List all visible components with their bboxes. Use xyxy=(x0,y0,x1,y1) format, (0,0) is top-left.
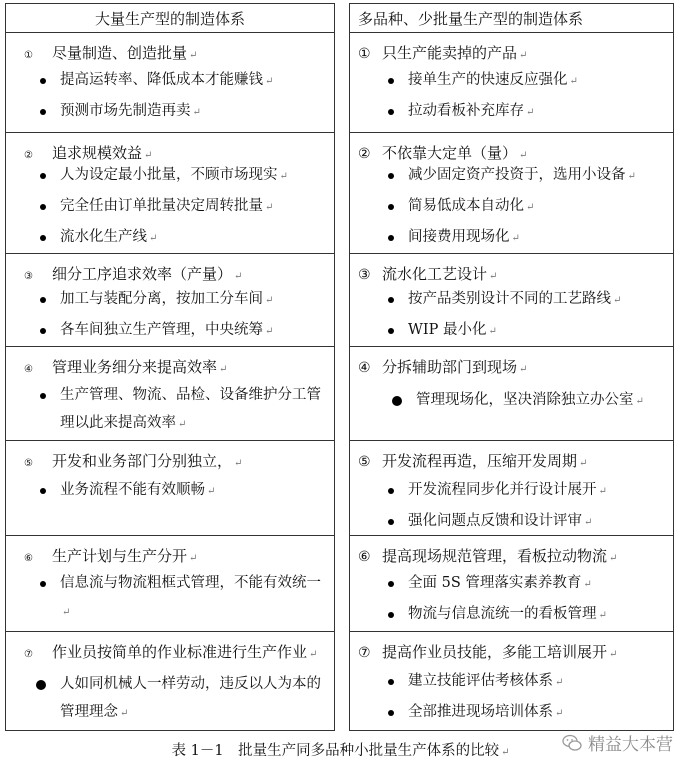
right-header: 多品种、少批量生产型的制造体系 xyxy=(349,3,674,33)
bullet-item: 全部推进现场培训体系 ↵ xyxy=(408,698,667,728)
left-section-1: ① 尽量制造、创造批量 ↵ 提高运转率、降低成本才能赚钱 ↵ 预测市场先制造再卖 ↵ xyxy=(5,32,335,133)
bullet-icon xyxy=(40,581,46,587)
section-title: 提高作业员技能，多能工培训展开 xyxy=(382,643,608,661)
bullet-icon xyxy=(388,204,394,210)
bullet-item: 人为设定最小批量，不顾市场现实 ↵ xyxy=(60,161,328,191)
left-section-5: ⑤ 开发和业务部门分别独立， ↵ 业务流程不能有效顺畅 ↵ xyxy=(5,440,335,536)
bullet-item: 人如同机械人一样劳动，违反以人为本的管理理念 ↵ xyxy=(60,670,328,728)
section-number: ⑤ xyxy=(358,454,371,470)
bullet-item: 信息流与物流粗框式管理，不能有效统一↵ xyxy=(60,569,328,627)
bullet-item: 建立技能评估考核体系 ↵ xyxy=(408,667,667,697)
left-section-2: ② 追求规模效益 ↵ 人为设定最小批量，不顾市场现实 ↵ 完全任由订单批量决定周转批量 ↵ 流水化生产线 ↵ xyxy=(5,132,335,254)
right-section-7: ⑦ 提高作业员技能，多能工培训展开 ↵ 建立技能评估考核体系 ↵ 全部推进现场培训体系 ↵ xyxy=(349,631,674,731)
section-number: ④ xyxy=(358,360,371,376)
bullet-item: 强化问题点反馈和设计评审 ↵ xyxy=(408,507,667,537)
bullet-icon xyxy=(36,680,46,690)
bullet-icon xyxy=(40,328,46,334)
section-number: ④ xyxy=(24,364,33,375)
section-title: 细分工序追求效率（产量） xyxy=(52,265,233,283)
bullet-icon xyxy=(40,297,46,303)
right-section-4: ④ 分拆辅助部门到现场 ↵ 管理现场化，坚决消除独立办公室 ↵ xyxy=(349,346,674,441)
right-section-1: ① 只生产能卖掉的产品 ↵ 接单生产的快速反应强化 ↵ 拉动看板补充库存 ↵ xyxy=(349,32,674,133)
bullet-icon xyxy=(388,710,394,716)
bullet-item: 简易低成本自动化 ↵ xyxy=(408,192,667,222)
section-title: 开发和业务部门分别独立， xyxy=(52,452,233,470)
section-number: ① xyxy=(24,50,33,61)
bullet-item: 流水化生产线 ↵ xyxy=(60,223,328,253)
bullet-item: 管理现场化，坚决消除独立办公室 ↵ xyxy=(416,386,667,416)
bullet-icon xyxy=(388,297,394,303)
bullet-icon xyxy=(388,78,394,84)
section-title: 分拆辅助部门到现场 xyxy=(382,358,518,376)
bullet-item: 完全任由订单批量决定周转批量 ↵ xyxy=(60,192,328,222)
bullet-item: 接单生产的快速反应强化 ↵ xyxy=(408,66,667,96)
bullet-icon xyxy=(40,235,46,241)
left-section-6: ⑥ 生产计划与生产分开 ↵ 信息流与物流粗框式管理，不能有效统一↵ xyxy=(5,535,335,632)
bullet-icon xyxy=(40,204,46,210)
bullet-icon xyxy=(40,488,46,494)
section-title: 作业员按简单的作业标准进行生产作业 xyxy=(52,643,308,661)
section-number: ③ xyxy=(24,271,33,282)
right-section-2: ② 不依靠大定单（量） ↵ 减少固定资产投资于，选用小设备 ↵ 简易低成本自动化 ↵ 间接费用现场化 ↵ xyxy=(349,132,674,254)
right-section-6: ⑥ 提高现场规范管理，看板拉动物流 ↵ 全面 5S 管理落实素养教育 ↵ 物流与信息流统一的看板管理 ↵ xyxy=(349,535,674,632)
wechat-logo-icon xyxy=(562,733,582,753)
bullet-icon xyxy=(388,173,394,179)
section-title: 流水化工艺设计 xyxy=(382,265,488,283)
right-section-5: ⑤ 开发流程再造，压缩开发周期 ↵ 开发流程同步化并行设计展开 ↵ 强化问题点反馈和设计评审 ↵ xyxy=(349,440,674,536)
bullet-icon xyxy=(392,396,402,406)
bullet-icon xyxy=(388,488,394,494)
bullet-item: 业务流程不能有效顺畅 ↵ xyxy=(60,476,328,506)
section-title: 生产计划与生产分开 xyxy=(52,547,188,565)
section-title: 只生产能卖掉的产品 xyxy=(382,44,518,62)
bullet-icon xyxy=(388,679,394,685)
section-number: ⑦ xyxy=(24,649,33,660)
bullet-item: 按产品类别设计不同的工艺路线 ↵ xyxy=(408,285,667,315)
bullet-icon xyxy=(388,581,394,587)
section-number: ② xyxy=(358,146,371,162)
section-title: 开发流程再造，压缩开发周期 xyxy=(382,452,578,470)
bullet-item: 加工与装配分离，按加工分车间 ↵ xyxy=(60,285,328,315)
bullet-icon xyxy=(40,393,46,399)
bullet-item: 减少固定资产投资于，选用小设备 ↵ xyxy=(408,161,667,191)
bullet-icon xyxy=(388,235,394,241)
left-section-3: ③ 细分工序追求效率（产量） ↵ 加工与装配分离，按加工分车间 ↵ 各车间独立生产管理，中央统筹 ↵ xyxy=(5,253,335,347)
watermark xyxy=(562,730,673,755)
section-number: ⑦ xyxy=(358,645,371,661)
section-title: 追求规模效益 xyxy=(52,144,143,162)
bullet-item: 提高运转率、降低成本才能赚钱 ↵ xyxy=(60,66,328,96)
watermark-text: 精益大本营 xyxy=(588,735,673,755)
bullet-item: 各车间独立生产管理，中央统筹 ↵ xyxy=(60,316,328,346)
bullet-item: 拉动看板补充库存 ↵ xyxy=(408,97,667,127)
bullet-icon xyxy=(388,612,394,618)
section-number: ③ xyxy=(358,267,371,283)
section-title: 提高现场规范管理，看板拉动物流 xyxy=(382,547,608,565)
bullet-icon xyxy=(40,109,46,115)
section-number: ⑥ xyxy=(24,553,33,564)
bullet-item: 开发流程同步化并行设计展开 ↵ xyxy=(408,476,667,506)
right-section-3: ③ 流水化工艺设计 ↵ 按产品类别设计不同的工艺路线 ↵ WIP 最小化 ↵ xyxy=(349,253,674,347)
section-title: 尽量制造、创造批量 xyxy=(52,44,188,62)
bullet-icon xyxy=(40,78,46,84)
bullet-item: 生产管理、物流、品检、设备维护分工管理以此来提高效率 ↵ xyxy=(60,381,328,439)
bullet-item: 物流与信息流统一的看板管理 ↵ xyxy=(408,600,667,630)
bullet-item: 预测市场先制造再卖 ↵ xyxy=(60,97,328,127)
bullet-item: WIP 最小化 ↵ xyxy=(408,316,667,346)
bullet-icon xyxy=(388,328,394,334)
bullet-icon xyxy=(388,519,394,525)
section-title: 不依靠大定单（量） xyxy=(382,144,518,162)
bullet-icon xyxy=(388,109,394,115)
left-section-4: ④ 管理业务细分来提高效率 ↵ 生产管理、物流、品检、设备维护分工管理以此来提高效率 ↵ xyxy=(5,346,335,441)
section-title: 管理业务细分来提高效率 xyxy=(52,358,218,376)
section-number: ⑤ xyxy=(24,458,33,469)
left-header: 大量生产型的制造体系 xyxy=(5,3,335,33)
section-number: ① xyxy=(358,46,371,62)
bullet-icon xyxy=(40,173,46,179)
section-number: ⑥ xyxy=(358,549,371,565)
table-caption: 表 1－1 批量生产同多品种小批量生产体系的比较 ↵ xyxy=(171,743,510,759)
bullet-item: 全面 5S 管理落实素养教育 ↵ xyxy=(408,569,667,599)
left-section-7: ⑦ 作业员按简单的作业标准进行生产作业 ↵ 人如同机械人一样劳动，违反以人为本的管理理念 ↵ xyxy=(5,631,335,731)
bullet-item: 间接费用现场化 ↵ xyxy=(408,223,667,253)
section-number: ② xyxy=(24,150,33,161)
